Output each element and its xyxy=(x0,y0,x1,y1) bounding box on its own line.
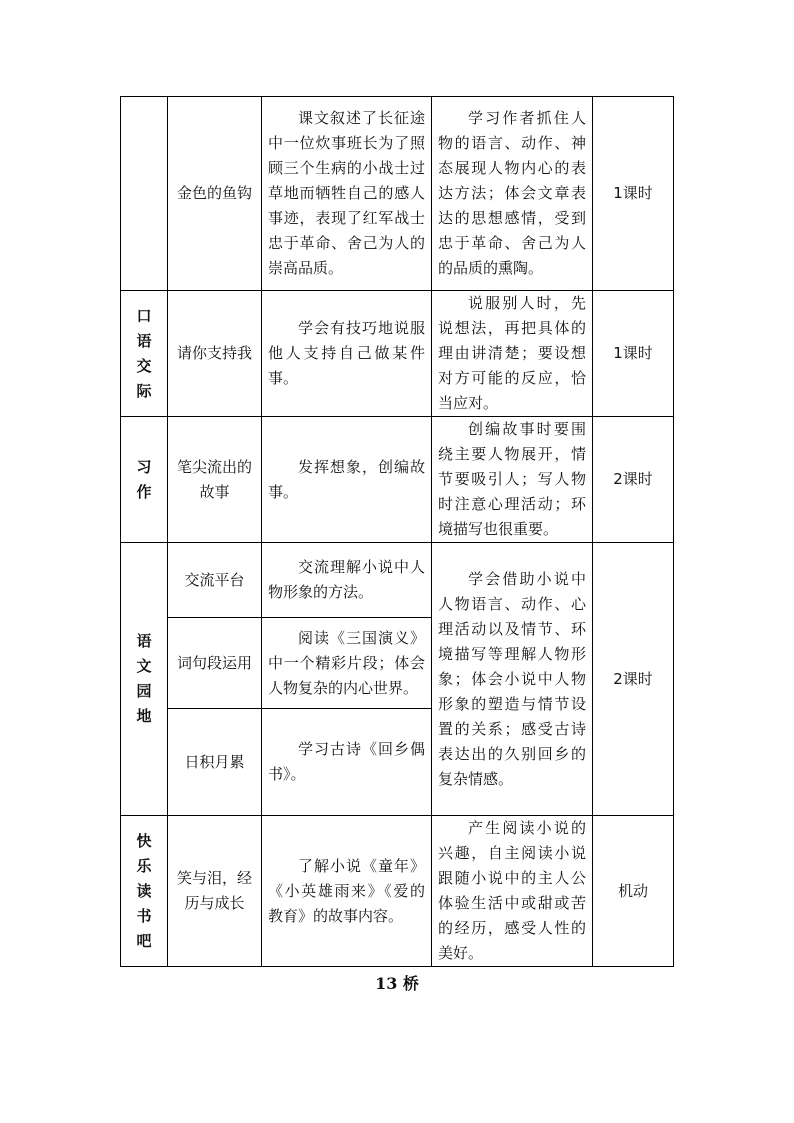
lesson-title-cell: 笑与泪，经历与成长 xyxy=(168,816,262,967)
category-cell xyxy=(121,97,168,291)
learning-goal-cell xyxy=(432,543,593,816)
lesson-content-cell xyxy=(262,709,432,816)
learning-goal-text: 创编故事时要围绕主要人物展开，情节要吸引人；写人物时注意心理活动；环境描写也很重要。 xyxy=(438,420,586,538)
lesson-title-cell: 金色的鱼钩 xyxy=(168,97,262,291)
lesson-plan-table xyxy=(120,96,674,967)
lesson-content-cell xyxy=(262,417,432,543)
lesson-content-text: 交流理解小说中人物形象的方法。 xyxy=(268,558,425,601)
table-row xyxy=(121,417,674,543)
class-hours-cell: 2课时 xyxy=(593,417,674,543)
category-cell xyxy=(121,417,168,543)
lesson-content-text: 了解小说《童年》《小英雄雨来》《爱的教育》的故事内容。 xyxy=(268,856,425,925)
learning-goal-text: 学习作者抓住人物的语言、动作、神态展现人物内心的表达方法；体会文章表达的思想感情，受到忠于革命、舍己为人的品质的熏陶。 xyxy=(438,109,586,277)
class-hours-cell: 机动 xyxy=(593,816,674,967)
category-label: 快乐读书吧 xyxy=(136,831,152,950)
learning-goal-text: 产生阅读小说的兴趣，自主阅读小说跟随小说中的主人公体验生活中或甜或苦的经历，感受人性的美好。 xyxy=(438,819,586,962)
table-row xyxy=(121,97,674,291)
category-cell xyxy=(121,543,168,816)
learning-goal-cell xyxy=(432,417,593,543)
lesson-content-text: 课文叙述了长征途中一位炊事班长为了照顾三个生病的小战士过草地而牺牲自己的感人事迹，表现了红军战士忠于革命、舍己为人的崇高品质。 xyxy=(268,109,425,277)
category-label: 口语交际 xyxy=(136,306,152,400)
category-cell xyxy=(121,291,168,417)
lesson-content-text: 阅读《三国演义》中一个精彩片段；体会人物复杂的内心世界。 xyxy=(268,628,425,697)
category-label: 习作 xyxy=(136,457,152,501)
lesson-title-cell: 词句段运用 xyxy=(168,618,262,709)
lesson-title-cell: 日积月累 xyxy=(168,709,262,816)
learning-goal-cell xyxy=(432,816,593,967)
lesson-content-cell xyxy=(262,97,432,291)
lesson-content-cell xyxy=(262,618,432,709)
learning-goal-text: 说服别人时，先说想法，再把具体的理由讲清楚；要设想对方可能的反应，恰当应对。 xyxy=(438,294,586,412)
lesson-content-text: 学会有技巧地说服他人支持自己做某件事。 xyxy=(268,319,425,387)
learning-goal-cell xyxy=(432,291,593,417)
lesson-content-text: 学习古诗《回乡偶书》。 xyxy=(268,740,425,783)
class-hours-cell: 2课时 xyxy=(593,543,674,816)
class-hours-cell: 1课时 xyxy=(593,291,674,417)
lesson-title-cell: 笔尖流出的故事 xyxy=(168,417,262,543)
next-lesson-heading: 13 桥 xyxy=(375,974,419,993)
lesson-content-cell xyxy=(262,291,432,417)
learning-goal-text: 学会借助小说中人物语言、动作、心理活动以及情节、环境描写等理解人物形象；体会小说中人物形象的塑造与情节设置的关系；感受古诗表达出的久别回乡的复杂情感。 xyxy=(438,569,586,788)
table-row xyxy=(121,816,674,967)
table-row xyxy=(121,543,674,618)
learning-goal-cell xyxy=(432,97,593,291)
lesson-content-cell xyxy=(262,543,432,618)
lesson-title-cell: 请你支持我 xyxy=(168,291,262,417)
class-hours-cell: 1课时 xyxy=(593,97,674,291)
category-cell xyxy=(121,816,168,967)
category-label: 语文园地 xyxy=(136,632,152,725)
lesson-content-text: 发挥想象，创编故事。 xyxy=(268,457,425,501)
table-row xyxy=(121,291,674,417)
lesson-title-cell: 交流平台 xyxy=(168,543,262,618)
lesson-content-cell xyxy=(262,816,432,967)
